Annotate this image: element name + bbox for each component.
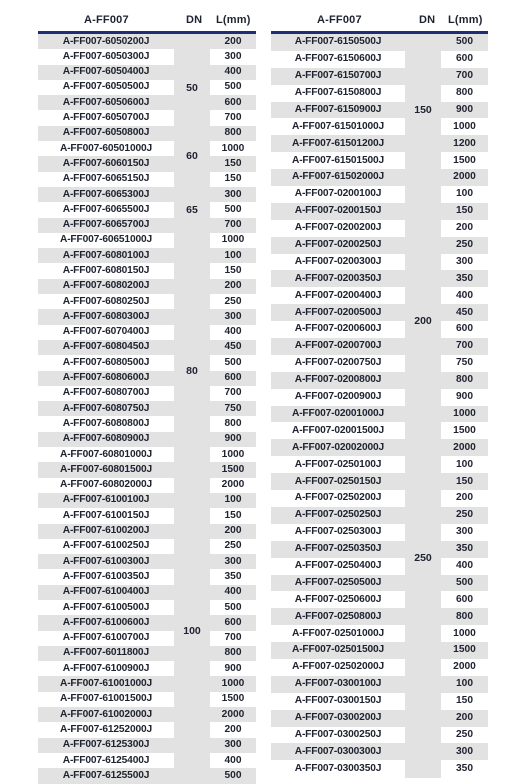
- table-row: [38, 768, 256, 783]
- length-cell: 300: [210, 554, 256, 569]
- model-cell: A-FF007-0200200J: [271, 220, 405, 237]
- table-row: [38, 401, 256, 416]
- model-cell: A-FF007-60802000J: [38, 478, 174, 493]
- table-row: [38, 432, 256, 447]
- model-cell: A-FF007-6060150J: [38, 156, 174, 171]
- length-cell: 200: [441, 220, 488, 237]
- model-cell: A-FF007-6065700J: [38, 218, 174, 233]
- length-cell: 450: [441, 304, 488, 321]
- model-cell: A-FF007-6150500J: [271, 34, 405, 51]
- table-row: [38, 585, 256, 600]
- model-cell: A-FF007-6100300J: [38, 554, 174, 569]
- table-row: [38, 355, 256, 370]
- table-row: [38, 279, 256, 294]
- length-cell: 2000: [441, 659, 488, 676]
- length-cell: 600: [441, 321, 488, 338]
- table-row: [38, 707, 256, 722]
- length-cell: 600: [210, 95, 256, 110]
- model-cell: A-FF007-6100100J: [38, 493, 174, 508]
- table-row: [271, 270, 488, 287]
- table-row: [38, 569, 256, 584]
- table-row: [271, 591, 488, 608]
- model-cell: A-FF007-0200300J: [271, 254, 405, 271]
- model-cell: A-FF007-6080750J: [38, 401, 174, 416]
- table-row: [271, 727, 488, 744]
- model-cell: A-FF007-6100500J: [38, 600, 174, 615]
- table-row: [271, 743, 488, 760]
- length-cell: 1500: [441, 152, 488, 169]
- model-cell: A-FF007-0300250J: [271, 727, 405, 744]
- model-cell: A-FF007-02501000J: [271, 625, 405, 642]
- model-cell: A-FF007-0250300J: [271, 524, 405, 541]
- table-row: [38, 49, 256, 64]
- table-row: [38, 371, 256, 386]
- length-cell: 150: [210, 156, 256, 171]
- length-cell: 600: [210, 371, 256, 386]
- model-cell: A-FF007-6150700J: [271, 68, 405, 85]
- table-row: [38, 524, 256, 539]
- model-cell: A-FF007-0200150J: [271, 203, 405, 220]
- length-cell: 150: [441, 473, 488, 490]
- table-row: [38, 95, 256, 110]
- length-cell: 400: [441, 287, 488, 304]
- length-cell: 300: [210, 309, 256, 324]
- table-row: [271, 710, 488, 727]
- header-model: A-FF007: [317, 14, 362, 26]
- length-cell: 450: [210, 340, 256, 355]
- table-row: [38, 753, 256, 768]
- table-body: [271, 34, 488, 777]
- header-dn: DN: [419, 14, 436, 26]
- model-cell: A-FF007-6150800J: [271, 85, 405, 102]
- table-row: [38, 65, 256, 80]
- model-cell: A-FF007-6080250J: [38, 294, 174, 309]
- table-row: [38, 325, 256, 340]
- length-cell: 250: [441, 727, 488, 744]
- table-row: [38, 447, 256, 462]
- length-cell: 200: [210, 722, 256, 737]
- dn-value: 50: [186, 81, 198, 94]
- table-row: [271, 338, 488, 355]
- length-cell: 1000: [441, 406, 488, 423]
- dn-value: 250: [414, 551, 432, 564]
- model-cell: A-FF007-61501200J: [271, 135, 405, 152]
- table-row: [271, 68, 488, 85]
- table-row: [38, 676, 256, 691]
- table-row: [38, 126, 256, 141]
- length-cell: 150: [441, 693, 488, 710]
- length-cell: 800: [210, 416, 256, 431]
- table-row: [38, 416, 256, 431]
- table-row: [271, 321, 488, 338]
- model-cell: A-FF007-61502000J: [271, 169, 405, 186]
- length-cell: 700: [210, 110, 256, 125]
- table-row: [38, 462, 256, 477]
- header-dn: DN: [186, 14, 203, 26]
- table-row: [271, 575, 488, 592]
- model-cell: A-FF007-6050800J: [38, 126, 174, 141]
- length-cell: 750: [441, 355, 488, 372]
- model-cell: A-FF007-02001500J: [271, 422, 405, 439]
- length-cell: 750: [210, 401, 256, 416]
- length-cell: 150: [210, 172, 256, 187]
- model-cell: A-FF007-60801000J: [38, 447, 174, 462]
- table-row: [271, 118, 488, 135]
- model-cell: A-FF007-6150900J: [271, 102, 405, 119]
- length-cell: 350: [441, 760, 488, 777]
- length-cell: 700: [441, 68, 488, 85]
- length-cell: 2000: [441, 169, 488, 186]
- length-cell: 100: [210, 248, 256, 263]
- table-row: [38, 386, 256, 401]
- dn-value: 65: [186, 203, 198, 216]
- length-cell: 100: [441, 676, 488, 693]
- length-cell: 100: [441, 456, 488, 473]
- model-cell: A-FF007-6100200J: [38, 524, 174, 539]
- table-row: [38, 218, 256, 233]
- table-row: [271, 34, 488, 51]
- table-row: [271, 507, 488, 524]
- table-row: [38, 156, 256, 171]
- table-body: [38, 34, 256, 784]
- table-row: [38, 631, 256, 646]
- length-cell: 250: [210, 294, 256, 309]
- model-cell: A-FF007-61001000J: [38, 676, 174, 691]
- model-cell: A-FF007-6150600J: [271, 51, 405, 68]
- length-cell: 600: [441, 51, 488, 68]
- table-row: [38, 539, 256, 554]
- model-cell: A-FF007-0250500J: [271, 575, 405, 592]
- table-row: [271, 372, 488, 389]
- length-cell: 350: [441, 541, 488, 558]
- table-row: [271, 254, 488, 271]
- length-cell: 700: [441, 338, 488, 355]
- model-cell: A-FF007-6100150J: [38, 508, 174, 523]
- model-cell: A-FF007-0200900J: [271, 389, 405, 406]
- length-cell: 900: [441, 102, 488, 119]
- model-cell: A-FF007-6070400J: [38, 325, 174, 340]
- model-cell: A-FF007-0200100J: [271, 186, 405, 203]
- model-cell: A-FF007-61001500J: [38, 692, 174, 707]
- length-cell: 100: [441, 186, 488, 203]
- model-cell: A-FF007-6080150J: [38, 263, 174, 278]
- model-cell: A-FF007-6080700J: [38, 386, 174, 401]
- table-row: [271, 490, 488, 507]
- table-row: [38, 738, 256, 753]
- table-row: [271, 287, 488, 304]
- table-row: [38, 309, 256, 324]
- model-cell: A-FF007-02502000J: [271, 659, 405, 676]
- model-cell: A-FF007-6080800J: [38, 416, 174, 431]
- table-row: [38, 554, 256, 569]
- model-cell: A-FF007-02002000J: [271, 439, 405, 456]
- model-cell: A-FF007-6100350J: [38, 569, 174, 584]
- length-cell: 250: [441, 237, 488, 254]
- length-cell: 500: [441, 34, 488, 51]
- table-row: [271, 473, 488, 490]
- table-row: [271, 659, 488, 676]
- table-row: [271, 186, 488, 203]
- model-cell: A-FF007-6050200J: [38, 34, 174, 49]
- length-cell: 1500: [441, 422, 488, 439]
- length-cell: 150: [441, 203, 488, 220]
- length-cell: 200: [210, 524, 256, 539]
- model-cell: A-FF007-6080450J: [38, 340, 174, 355]
- table-row: [271, 422, 488, 439]
- dn-value: 60: [186, 150, 198, 163]
- model-cell: A-FF007-6100600J: [38, 615, 174, 630]
- model-cell: A-FF007-0200400J: [271, 287, 405, 304]
- length-cell: 700: [210, 631, 256, 646]
- table-row: [271, 237, 488, 254]
- model-cell: A-FF007-02501500J: [271, 642, 405, 659]
- model-cell: A-FF007-6100700J: [38, 631, 174, 646]
- model-cell: A-FF007-0250100J: [271, 456, 405, 473]
- length-cell: 100: [210, 493, 256, 508]
- header-model: A-FF007: [84, 14, 129, 26]
- length-cell: 800: [441, 372, 488, 389]
- model-cell: A-FF007-0200350J: [271, 270, 405, 287]
- model-cell: A-FF007-6065150J: [38, 172, 174, 187]
- table-row: [38, 722, 256, 737]
- model-cell: A-FF007-60651000J: [38, 233, 174, 248]
- table-row: [38, 248, 256, 263]
- model-cell: A-FF007-0250400J: [271, 558, 405, 575]
- table-row: [271, 102, 488, 119]
- table-row: [38, 110, 256, 125]
- length-cell: 200: [441, 710, 488, 727]
- table-row: [271, 608, 488, 625]
- model-cell: A-FF007-0300150J: [271, 693, 405, 710]
- model-cell: A-FF007-0300300J: [271, 743, 405, 760]
- length-cell: 150: [210, 508, 256, 523]
- length-cell: 2000: [210, 707, 256, 722]
- length-cell: 1500: [210, 462, 256, 477]
- model-cell: A-FF007-6080200J: [38, 279, 174, 294]
- model-cell: A-FF007-0250350J: [271, 541, 405, 558]
- table-row: [271, 541, 488, 558]
- model-cell: A-FF007-0200700J: [271, 338, 405, 355]
- length-cell: 600: [441, 591, 488, 608]
- length-cell: 400: [441, 558, 488, 575]
- model-cell: A-FF007-6100250J: [38, 539, 174, 554]
- table-row: [38, 692, 256, 707]
- length-cell: 600: [210, 615, 256, 630]
- model-cell: A-FF007-61252000J: [38, 722, 174, 737]
- length-cell: 400: [210, 325, 256, 340]
- model-cell: A-FF007-6050600J: [38, 95, 174, 110]
- model-cell: A-FF007-0300350J: [271, 760, 405, 777]
- table-header: [38, 10, 256, 32]
- model-cell: A-FF007-6080600J: [38, 371, 174, 386]
- length-cell: 350: [210, 569, 256, 584]
- length-cell: 500: [210, 355, 256, 370]
- length-cell: 2000: [441, 439, 488, 456]
- table-row: [271, 220, 488, 237]
- table-row: [271, 456, 488, 473]
- table-row: [38, 615, 256, 630]
- table-row: [38, 172, 256, 187]
- length-cell: 900: [441, 389, 488, 406]
- model-cell: A-FF007-0300100J: [271, 676, 405, 693]
- length-cell: 1000: [210, 141, 256, 156]
- table-row: [38, 202, 256, 217]
- table-row: [271, 524, 488, 541]
- length-cell: 800: [210, 646, 256, 661]
- model-cell: A-FF007-0250250J: [271, 507, 405, 524]
- model-cell: A-FF007-0250150J: [271, 473, 405, 490]
- model-cell: A-FF007-6100900J: [38, 661, 174, 676]
- header-length: L(mm): [216, 14, 251, 26]
- dn-value: 200: [414, 315, 432, 328]
- model-cell: A-FF007-6100400J: [38, 585, 174, 600]
- table-row: [38, 600, 256, 615]
- table-row: [38, 294, 256, 309]
- header-length: L(mm): [448, 14, 483, 26]
- model-cell: A-FF007-0300200J: [271, 710, 405, 727]
- model-cell: A-FF007-0250600J: [271, 591, 405, 608]
- length-cell: 1200: [441, 135, 488, 152]
- length-cell: 200: [210, 34, 256, 49]
- model-cell: A-FF007-6065500J: [38, 202, 174, 217]
- length-cell: 1500: [441, 642, 488, 659]
- table-row: [271, 558, 488, 575]
- length-cell: 800: [441, 608, 488, 625]
- length-cell: 900: [210, 432, 256, 447]
- length-cell: 800: [441, 85, 488, 102]
- dn-value: 150: [414, 104, 432, 117]
- model-cell: A-FF007-6050400J: [38, 65, 174, 80]
- length-cell: 150: [210, 263, 256, 278]
- length-cell: 200: [210, 279, 256, 294]
- model-cell: A-FF007-6080500J: [38, 355, 174, 370]
- length-cell: 2000: [210, 478, 256, 493]
- model-cell: A-FF007-0200600J: [271, 321, 405, 338]
- length-cell: 400: [210, 65, 256, 80]
- table-row: [38, 141, 256, 156]
- length-cell: 900: [210, 661, 256, 676]
- table-row: [271, 389, 488, 406]
- model-cell: A-FF007-0200500J: [271, 304, 405, 321]
- length-cell: 250: [441, 507, 488, 524]
- model-cell: A-FF007-6125400J: [38, 753, 174, 768]
- table-row: [271, 152, 488, 169]
- model-cell: A-FF007-6050300J: [38, 49, 174, 64]
- length-cell: 400: [210, 585, 256, 600]
- model-cell: A-FF007-6050700J: [38, 110, 174, 125]
- model-cell: A-FF007-6011800J: [38, 646, 174, 661]
- model-cell: A-FF007-6050500J: [38, 80, 174, 95]
- length-cell: 200: [441, 490, 488, 507]
- model-cell: A-FF007-60801500J: [38, 462, 174, 477]
- length-cell: 1000: [210, 676, 256, 691]
- table-row: [271, 406, 488, 423]
- table-row: [271, 51, 488, 68]
- table-row: [38, 187, 256, 202]
- model-cell: A-FF007-0200800J: [271, 372, 405, 389]
- table-header: [271, 10, 488, 32]
- length-cell: 500: [210, 202, 256, 217]
- length-cell: 300: [441, 743, 488, 760]
- table-row: [271, 203, 488, 220]
- table-row: [38, 661, 256, 676]
- table-row: [271, 676, 488, 693]
- right-spec-table: [271, 10, 488, 777]
- length-cell: 800: [210, 126, 256, 141]
- table-row: [38, 493, 256, 508]
- table-row: [38, 233, 256, 248]
- model-cell: A-FF007-61501000J: [271, 118, 405, 135]
- length-cell: 500: [441, 575, 488, 592]
- model-cell: A-FF007-0250200J: [271, 490, 405, 507]
- length-cell: 1000: [441, 625, 488, 642]
- table-row: [271, 642, 488, 659]
- length-cell: 500: [210, 80, 256, 95]
- model-cell: A-FF007-61002000J: [38, 707, 174, 722]
- model-cell: A-FF007-6080900J: [38, 432, 174, 447]
- model-cell: A-FF007-6080300J: [38, 309, 174, 324]
- length-cell: 300: [441, 254, 488, 271]
- length-cell: 500: [210, 600, 256, 615]
- model-cell: A-FF007-60501000J: [38, 141, 174, 156]
- table-row: [271, 85, 488, 102]
- table-row: [38, 478, 256, 493]
- table-row: [38, 508, 256, 523]
- length-cell: 700: [210, 386, 256, 401]
- length-cell: 300: [210, 187, 256, 202]
- model-cell: A-FF007-0200750J: [271, 355, 405, 372]
- table-row: [271, 304, 488, 321]
- length-cell: 1000: [210, 233, 256, 248]
- length-cell: 350: [441, 270, 488, 287]
- table-row: [271, 625, 488, 642]
- left-spec-table: [38, 10, 256, 784]
- table-row: [271, 135, 488, 152]
- length-cell: 1500: [210, 692, 256, 707]
- length-cell: 1000: [441, 118, 488, 135]
- table-row: [38, 646, 256, 661]
- model-cell: A-FF007-0200250J: [271, 237, 405, 254]
- length-cell: 500: [210, 768, 256, 783]
- model-cell: A-FF007-61501500J: [271, 152, 405, 169]
- dn-value: 100: [183, 624, 201, 637]
- table-row: [38, 340, 256, 355]
- table-row: [271, 355, 488, 372]
- table-row: [271, 169, 488, 186]
- table-row: [38, 80, 256, 95]
- length-cell: 250: [210, 539, 256, 554]
- table-row: [271, 693, 488, 710]
- model-cell: A-FF007-02001000J: [271, 406, 405, 423]
- length-cell: 400: [210, 753, 256, 768]
- model-cell: A-FF007-6125500J: [38, 768, 174, 783]
- dn-value: 80: [186, 364, 198, 377]
- table-row: [38, 263, 256, 278]
- model-cell: A-FF007-0250800J: [271, 608, 405, 625]
- table-row: [271, 439, 488, 456]
- length-cell: 300: [210, 49, 256, 64]
- model-cell: A-FF007-6080100J: [38, 248, 174, 263]
- model-cell: A-FF007-6065300J: [38, 187, 174, 202]
- length-cell: 700: [210, 218, 256, 233]
- length-cell: 300: [210, 738, 256, 753]
- length-cell: 300: [441, 524, 488, 541]
- length-cell: 1000: [210, 447, 256, 462]
- model-cell: A-FF007-6125300J: [38, 738, 174, 753]
- table-row: [38, 34, 256, 49]
